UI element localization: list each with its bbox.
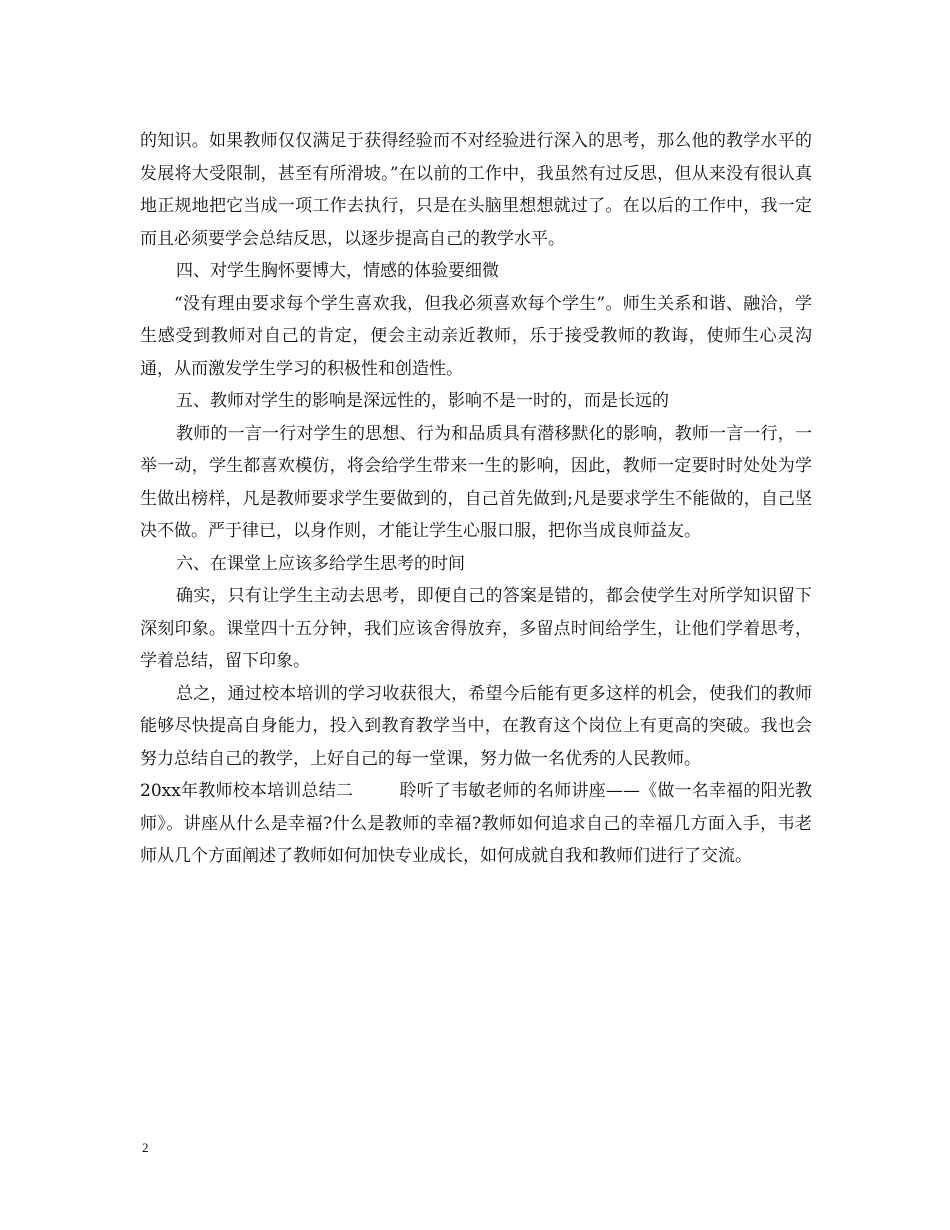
paragraph-conclusion: 总之，通过校本培训的学习收获很大，希望今后能有更多这样的机会，使我们的教师能够尽快提高自身能力，投入到教育教学当中，在教育这个岗位上有更高的突破。我也会努力总结自己的教学，上好自己的每一堂课，努力做一名优秀的人民教师。 <box>140 683 812 769</box>
section-two-text: 聆听了韦敏老师的名师讲座——《做一名幸福的阳光教师》。讲座从什么是幸福?什么是教师的幸福?教师如何追求自己的幸福几方面入手，韦老师从几个方面阐述了教师如何加快专业成长，如何成就自我和教师们进行了交流。 <box>140 781 813 866</box>
paragraph-reflection-continued: 的知识。如果教师仅仅满足于获得经验而不对经验进行深入的思考，那么他的教学水平的发展将大受限制，甚至有所滑坡。”在以前的工作中，我虽然有过反思，但从来没有很认真地正规地把它当成一项工作去执行，只是在头脑里想想就过了。在以后的工作中，我一定而且必须要学会总结反思，以逐步提高自己的教学水平。 <box>140 131 812 249</box>
heading-six: 六、在课堂上应该多给学生思考的时间 <box>176 553 465 574</box>
page-number: 2 <box>142 1140 149 1155</box>
section-two-paragraph <box>140 775 812 873</box>
paragraph-teacher-influence: 教师的一言一行对学生的思想、行为和品质具有潜移默化的影响，教师一言一行，一举一动，学生都喜欢模仿，将会给学生带来一生的影响，因此，教师一定要时时处处为学生做出榜样，凡是教师要求学生要做到的，自己首先做到;凡是要求学生不能做的，自己坚决不做。严于律已，以身作则，才能让学生心服口服，把你当成良师益友。 <box>140 423 812 541</box>
heading-four: 四、对学生胸怀要博大，情感的体验要细微 <box>176 261 499 281</box>
paragraph-thinking-time: 确实，只有让学生主动去思考，即便自己的答案是错的，都会使学生对所学知识留下深刻印象。课堂四十五分钟，我们应该舍得放弃，多留点时间给学生，让他们学着思考，学着总结，留下印象。 <box>140 586 812 671</box>
section-two-title: 20xx年教师校本培训总结二 <box>140 781 354 801</box>
heading-five: 五、教师对学生的影响是深远性的，影响不是一时的，而是长远的 <box>176 391 669 411</box>
document-page <box>140 125 812 873</box>
paragraph-love-students: “没有理由要求每个学生喜欢我，但我必须喜欢每个学生”。师生关系和谐、融洽，学生感受到教师对自己的肯定，便会主动亲近教师，乐于接受教师的教诲，使师生心灵沟通，从而激发学生学习的积极性和创造性。 <box>140 293 812 379</box>
